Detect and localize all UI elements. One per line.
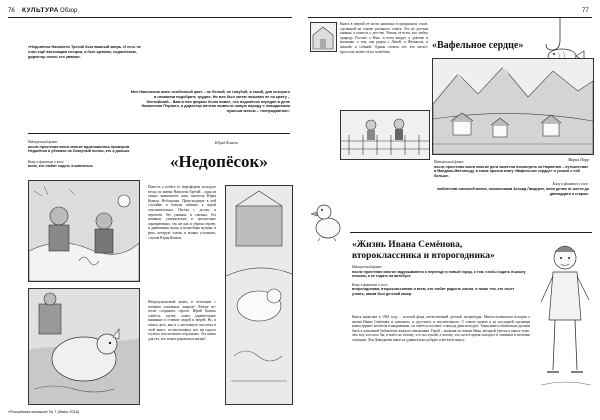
duck-drawing bbox=[310, 200, 345, 242]
fact-2-label: Интересный факт: bbox=[352, 265, 383, 269]
fact-1-label: Интересный факт: bbox=[434, 160, 465, 164]
kto-2-label: Кому в фанатах о кого: bbox=[352, 282, 389, 287]
subsection-title: Обзор bbox=[60, 8, 78, 14]
page-number-right: 77 bbox=[582, 8, 589, 14]
kto-1-label: Кому в фанатах о кого: bbox=[552, 182, 589, 187]
footer-text: «Российская мозаика» № 7 (Июнь 2016) bbox=[8, 410, 80, 414]
fact-label: Интересный факт: bbox=[28, 140, 59, 144]
village-drawing bbox=[433, 59, 593, 154]
animal-scene-drawing bbox=[29, 289, 139, 404]
snow-scene-drawing bbox=[29, 181, 139, 281]
pen-drawing bbox=[226, 186, 292, 404]
fact-block-1 bbox=[434, 160, 589, 196]
kto-label: Кому в фанатах о кого: bbox=[28, 159, 65, 164]
kto-2-text: второгодникам, второклассникам и всем, кто любит радость жизни, а также тем, кто хочет узнать, каким был детский юмор. bbox=[352, 287, 515, 296]
duck-character-icon bbox=[310, 200, 345, 242]
kto-text: всем, кто любит сидеть в животных. bbox=[28, 164, 94, 169]
intro-quote: «Недопёсок Наполеон Третий был важный зверь. И есть не стал ещё настоящим песцом, а был щенком, недопёском, директор очень его уважал. bbox=[28, 45, 141, 59]
section-title: КУЛЬТУРА bbox=[22, 7, 59, 14]
small-house-drawing bbox=[311, 23, 336, 51]
illustration-village bbox=[432, 58, 594, 155]
header-rule bbox=[8, 17, 292, 18]
author-credit-parr: Мария Парр bbox=[568, 157, 590, 162]
top-right-text: Мех Наполеона имел особенный цвет – не белый, не голубой, а такой, для которого в названии подобрать трудно. Но мех был затем называн не по цвету – бентийский... Вам в мех фирмы было вовсе, что недопёсок передал в деле Наполеона Первого, а директор мечтал вывести новую породу с невиданным пушным мехом – «непродвигом». bbox=[130, 90, 290, 114]
kto-1-text: любителям смешной жизни, поклонникам Астрид Линдгрен, всем детям от шести до двенадцати и старше. bbox=[436, 186, 589, 196]
bottom-text: Книга написана в 1961 году – золотой фонд отечественной детской литературы. Многоступенчатая история о жизни Ивана Семёнова, и смешного, и грустного, и поучительного. С самого начала и до последней страницы книга держит читателя в напряжении, он смеётся и плачет, а иногда даже негодует. Такая книга обязательно должна быть в домашней библиотеке каждого школьника. Герой – мальчик по имени Иван, который учится в школе хуже, чем ему хотелось бы, и вовсе не потому, что он глупый, а потому, что он всё время попадает в смешные и нелепые ситуации. Лев Давыдычев написал удивительно добрую и весёлую книгу. bbox=[352, 315, 530, 342]
illustration-snow-scene bbox=[28, 180, 140, 282]
illustration-pen-drawing bbox=[225, 185, 293, 405]
right-page bbox=[300, 0, 600, 420]
middle-column-text: Повесть о побеге со зверофермы молодого песца по имени Наполеон Третий – одна из самых знаменитых книг писателя Юрия Коваля. Небольшая. Происходящее в ней случайно и больше забавно, а порой сентиментально. Пасека с делом, и переклёп, без ужимки, и смешно, без натяжки, увлекательно и трогательно одновременно, так же как и образы героев, и диковинная сцена, и волшебная музыка, и речь, которую только и можно услышать, слушая Юрия Коваля. bbox=[148, 185, 216, 240]
illustration-boy bbox=[535, 240, 593, 395]
illustration-animal-scene bbox=[28, 288, 140, 405]
book-title-nedopesok: «Недопёсок» bbox=[170, 152, 268, 171]
illustration-small-house bbox=[310, 22, 337, 52]
top-text: Книга в первой её части написана в прекрасном стиле, сделанной на основе реального опыта. Это не детская книжка, а повесть о детстве. Читать её всем, кто любит природу. Рассказ о Рене, и всем вокруг, о девочке и мальчике, о том, как рядом с Леной, и Феликсом, и кошкой, и собакой. Одним словом, тот, кто читает, просто не может её не полюбить. bbox=[340, 22, 428, 54]
fence-kids-drawing bbox=[341, 111, 429, 159]
book-title-waffle-heart: «Вафельное сердце» bbox=[432, 40, 524, 51]
fact-2-text: после прочтения многие задумываются о переезде в новый город, о том, чтобы ходить в школу пешком, а не ездить на автобусе. bbox=[352, 269, 526, 279]
fact-1-text: после прочтения книги многие дети захотели посмотреть на Норвегию – путешествие в Мандаль-Маттильду, а также прочли книгу «Вафельное сердце» и узнали о ней больше. bbox=[434, 164, 589, 178]
illustration-fence-kids bbox=[340, 110, 430, 160]
divider-rule-right bbox=[350, 232, 592, 233]
fact-text: после прочтения книги многие вдохновились примером Недопёска и убежали на Северный полюс, кто и дальше. bbox=[28, 144, 131, 154]
fact-block-2 bbox=[352, 265, 527, 297]
fact-block bbox=[28, 140, 138, 169]
divider-rule bbox=[28, 133, 290, 134]
author-credit: Юрий Коваль bbox=[215, 140, 238, 145]
boy-drawing bbox=[535, 240, 593, 395]
page-number-left: 76 bbox=[8, 8, 15, 14]
book-title-ivan-semyonov: «Жизнь Ивана Семёнова, второклассника и второгодника» bbox=[352, 240, 495, 261]
middle-column-text-2: Непредсказуемый конец и сочетание с чтением сказочных жанров! Лёгкие не-готов соединить героев. Юрий Коваль смеётся, шутит, ловит удивительное внимание и отличие людей и зверей. Но, в самом деле, как и у настоящего писателя в этой книге, по-настоящему нет ни одного глупого или нелепого персонажа. Эта книга для тех, кто может радоваться жизни! bbox=[148, 300, 216, 341]
